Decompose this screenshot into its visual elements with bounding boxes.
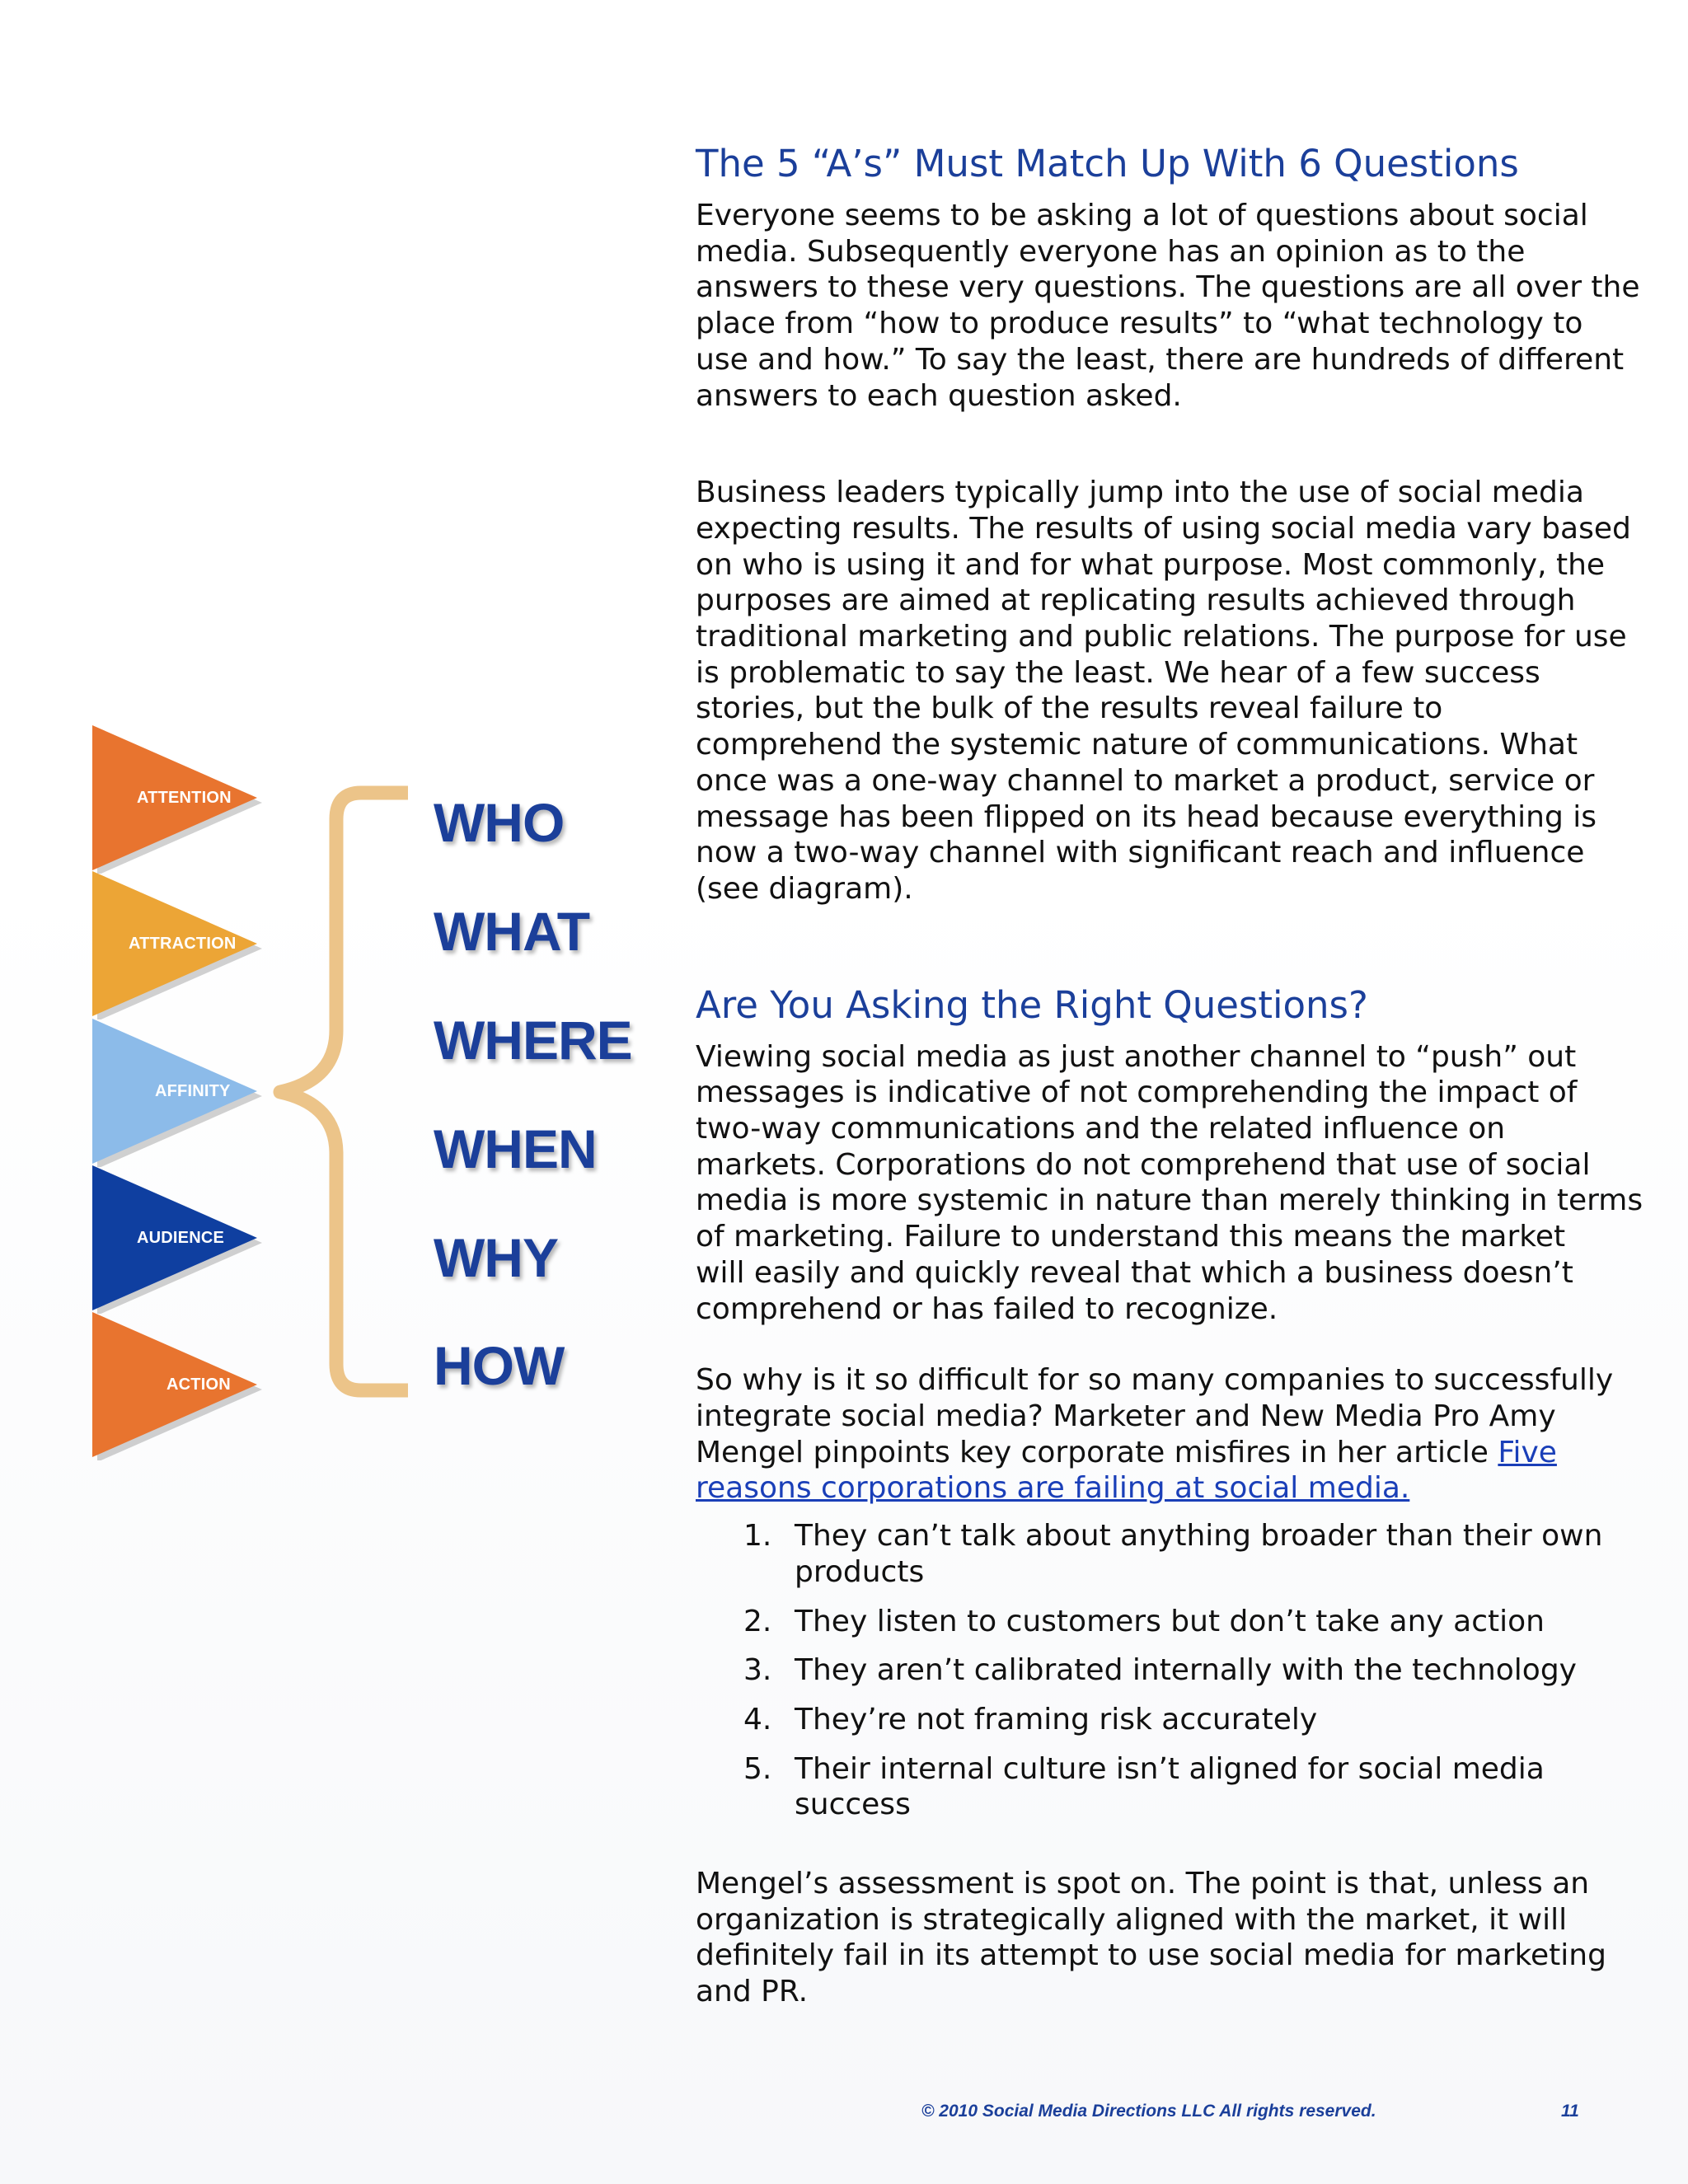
text-line-with-link	[696, 1435, 1602, 1471]
pennant-audience	[92, 1165, 265, 1312]
section-heading-five-as: The 5 “A’s” Must Match Up With 6 Questions	[696, 142, 1519, 185]
text-line-link	[696, 1470, 1602, 1507]
text-line: markets. Corporations do not comprehend that use of social	[696, 1147, 1591, 1182]
list-text: They aren’t calibrated internally with the technology	[795, 1653, 1577, 1688]
text-line: two-way communications and the related influence on	[696, 1112, 1506, 1146]
question-who: WHO	[434, 792, 565, 853]
list-number: 4.	[743, 1702, 772, 1736]
text-segment: Mengel pinpoints key corporate misfires in her article	[696, 1435, 1498, 1469]
list-text: Their internal culture isn’t aligned for social media	[795, 1751, 1545, 1786]
list-item	[696, 1702, 1602, 1738]
question-when: WHEN	[434, 1118, 597, 1179]
list-number: 5.	[743, 1751, 772, 1786]
text-line: messages is indicative of not comprehending the impact of	[696, 1076, 1578, 1110]
question-how: HOW	[434, 1335, 565, 1396]
footer-page-number: 11	[1561, 2102, 1579, 2121]
list-item	[696, 1518, 1602, 1590]
pennant-label-action: ACTION	[166, 1376, 231, 1394]
pennant-label-audience: AUDIENCE	[137, 1229, 225, 1247]
text-line: answers to these very questions. The questions are all over the	[696, 270, 1640, 305]
pennant-attention	[92, 725, 265, 872]
text-line: Business leaders typically jump into the use of social media	[696, 476, 1584, 510]
text-line: media. Subsequently everyone has an opinion as to the	[696, 234, 1526, 269]
text-line: comprehend or has failed to recognize.	[696, 1291, 1278, 1326]
text-line: answers to each question asked.	[696, 378, 1182, 413]
text-line: of marketing. Failure to understand this means the market	[696, 1220, 1566, 1254]
question-what: WHAT	[434, 901, 590, 962]
article-body	[696, 138, 1643, 2010]
question-why: WHY	[434, 1227, 558, 1288]
text-line: expecting results. The results of using social media vary based	[696, 511, 1631, 546]
text-line: now a two-way channel with significant reach and influence	[696, 836, 1585, 870]
curly-brace	[272, 783, 420, 1401]
text-line: message has been flipped on its head because everything is	[696, 799, 1597, 834]
question-where: WHERE	[434, 1010, 632, 1071]
text-line: media is more systemic in nature than merely thinking in terms	[696, 1183, 1643, 1218]
pennant-action	[92, 1312, 265, 1459]
text-line: Viewing social media as just another channel to “push” out	[696, 1039, 1577, 1074]
text-line: will easily and quickly reveal that which a business doesn’t	[696, 1255, 1573, 1290]
list-item	[696, 1652, 1602, 1689]
text-line: stories, but the bulk of the results reveal failure to	[696, 691, 1443, 726]
text-line: comprehend the systemic nature of communications. What	[696, 728, 1578, 762]
text-line: definitely fail in its attempt to use social media for marketing	[696, 1938, 1606, 1973]
text-line: on who is using it and for what purpose. Most commonly, the	[696, 547, 1606, 582]
pennant-label-affinity: AFFINITY	[155, 1082, 231, 1100]
text-line: use and how.” To say the least, there are hundreds of different	[696, 342, 1625, 377]
list-item	[696, 1604, 1602, 1640]
list-text: They listen to customers but don’t take any action	[795, 1604, 1545, 1638]
text-line: and PR.	[696, 1975, 809, 2009]
list-text: products	[795, 1554, 925, 1589]
text-line: is problematic to say the least. We hear of a few success	[696, 655, 1540, 690]
paragraph-intro	[696, 198, 1640, 414]
list-text: success	[795, 1788, 911, 1822]
misfires-list	[696, 1518, 1602, 1823]
paragraph-viewing-social-media	[696, 1039, 1643, 1328]
pennant-label-attraction: ATTRACTION	[129, 935, 237, 953]
list-text: They can’t talk about anything broader than their own	[795, 1519, 1603, 1554]
list-number: 2.	[743, 1604, 772, 1638]
article-link-part2[interactable]: reasons corporations are failing at social media.	[696, 1471, 1410, 1506]
pennant-affinity	[92, 1019, 265, 1165]
text-line: integrate social media? Marketer and New Media Pro Amy	[696, 1399, 1556, 1433]
section-heading-right-questions: Are You Asking the Right Questions?	[696, 982, 1368, 1027]
text-line: (see diagram).	[696, 871, 913, 906]
text-line: organization is strategically aligned with the market, it will	[696, 1902, 1568, 1937]
list-item	[696, 1751, 1602, 1823]
list-number: 1.	[743, 1519, 772, 1554]
five-as-six-questions-diagram	[0, 0, 659, 2184]
pennant-attraction	[92, 871, 265, 1018]
footer-copyright: © 2010 Social Media Directions LLC All rights reserved.	[921, 2102, 1376, 2121]
paragraph-assessment	[696, 1866, 1606, 2010]
paragraph-business-leaders	[696, 475, 1631, 907]
text-line: purposes are aimed at replicating results achieved through	[696, 583, 1576, 618]
list-text: They’re not framing risk accurately	[795, 1702, 1318, 1736]
article-link-part1[interactable]: Five	[1498, 1435, 1557, 1469]
text-line: traditional marketing and public relations. The purpose for use	[696, 620, 1627, 654]
text-line: once was a one-way channel to market a product, service or	[696, 763, 1595, 798]
text-line: So why is it so difficult for so many companies to successfully	[696, 1363, 1614, 1398]
list-number: 3.	[743, 1653, 772, 1688]
text-line: Everyone seems to be asking a lot of questions about social	[696, 199, 1588, 232]
text-line: place from “how to produce results” to “what technology to	[696, 307, 1583, 341]
pennant-label-attention: ATTENTION	[137, 789, 232, 807]
paragraph-why-difficult	[696, 1362, 1614, 1507]
text-line: Mengel’s assessment is spot on. The point is that, unless an	[696, 1867, 1590, 1901]
